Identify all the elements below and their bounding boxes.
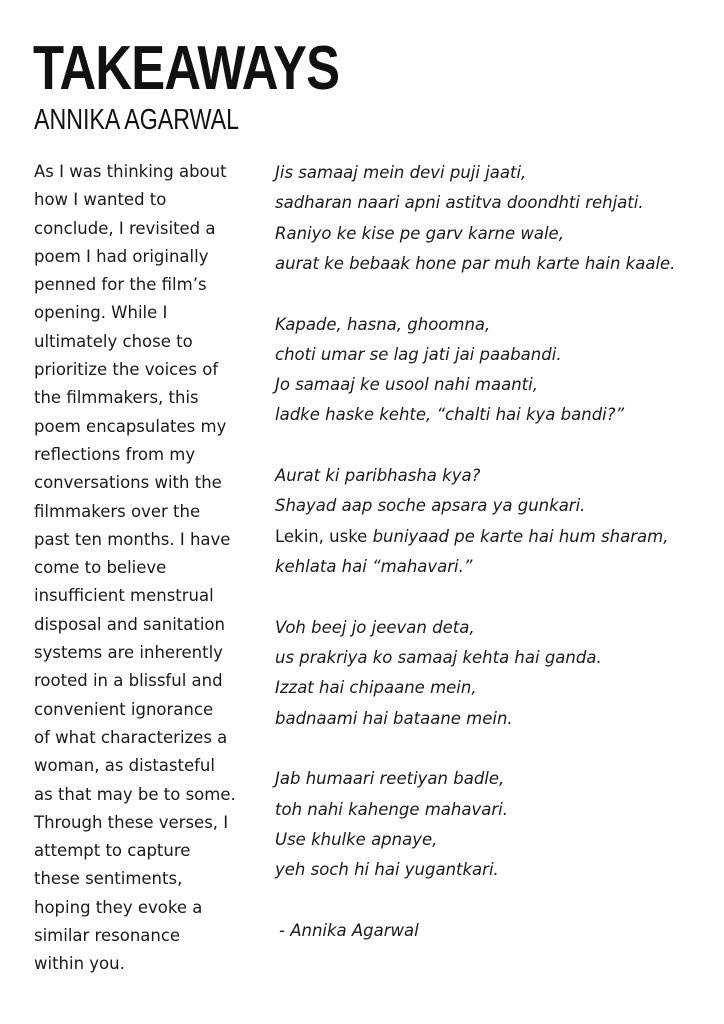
intro-line: insufficient menstrual <box>34 586 214 606</box>
poem-signature: - Annika Agarwal <box>279 920 419 940</box>
intro-line: penned for the film’s <box>34 275 207 295</box>
intro-line: similar resonance <box>34 926 181 946</box>
intro-line: attempt to capture <box>34 841 191 861</box>
intro-line: within you. <box>34 954 125 974</box>
poem-line: Shayad aap soche apsara ya gunkari. <box>275 496 586 516</box>
poem-line: Jab humaari reetiyan badle, <box>275 769 505 789</box>
poem-line: aurat ke bebaak hone par muh karte hain kaale. <box>275 253 676 273</box>
intro-line: rooted in a blissful and <box>34 671 223 691</box>
intro-line: prioritize the voices of <box>34 360 219 380</box>
poem-stanza <box>275 158 715 279</box>
poem-stanza <box>275 461 715 582</box>
poem-line: Aurat ki paribhasha kya? <box>275 466 481 486</box>
intro-line: filmmakers over the <box>34 501 201 521</box>
intro-line: convenient ignorance <box>34 699 214 719</box>
intro-line: how I wanted to <box>34 190 167 210</box>
intro-line: opening. While I <box>34 303 168 323</box>
intro-line: reflections from my <box>34 444 196 464</box>
intro-line: past ten months. I have <box>34 529 231 549</box>
poem-line: ladke haske kehte, “chalti hai kya bandi?” <box>275 405 625 425</box>
intro-line: systems are inherently <box>34 643 223 663</box>
intro-line: come to believe <box>34 558 167 578</box>
poem-line-prefix: Lekin, uske <box>275 526 373 546</box>
intro-line: disposal and sanitation <box>34 614 225 634</box>
poem <box>275 158 715 946</box>
intro-line: conclude, I revisited a <box>34 218 216 238</box>
intro-line: the filmmakers, this <box>34 388 199 408</box>
poem-line: badnaami hai bataane mein. <box>275 708 513 728</box>
intro-line: of what characterizes a <box>34 727 228 747</box>
intro-line: hoping they evoke a <box>34 897 203 917</box>
intro-line: ultimately chose to <box>34 331 193 351</box>
poem-line: kehlata hai “mahavari.” <box>275 557 473 577</box>
poem-line: toh nahi kahenge mahavari. <box>275 799 508 819</box>
intro-line: as that may be to some. <box>34 784 236 804</box>
poem-stanza <box>275 764 715 885</box>
poem-line-emphasis: buniyaad pe karte hai hum sharam, <box>372 526 669 546</box>
intro-line: poem encapsulates my <box>34 416 227 436</box>
poem-stanza <box>275 613 715 734</box>
poem-line: Use khulke apnaye, <box>275 829 438 849</box>
poem-line: Jo samaaj ke usool nahi maanti, <box>275 375 538 395</box>
poem-line: Raniyo ke kise pe garv karne wale, <box>275 223 564 243</box>
page-title: TAKEAWAYS <box>33 34 340 103</box>
poem-line: Izzat hai chipaane mein, <box>275 678 477 698</box>
poem-line: yeh soch hi hai yugantkari. <box>275 860 499 880</box>
intro-line: poem I had originally <box>34 246 209 266</box>
intro-line: these sentiments, <box>34 869 183 889</box>
intro-line: As I was thinking about <box>34 162 227 181</box>
poem-line: us prakriya ko samaaj kehta hai ganda. <box>275 648 602 668</box>
poem-line: choti umar se lag jati jai paabandi. <box>275 344 562 364</box>
intro-line: woman, as distasteful <box>34 756 215 776</box>
poem-stanza <box>275 310 715 431</box>
poem-line: Jis samaaj mein devi puji jaati, <box>275 163 527 182</box>
poem-line: sadharan naari apni astitva doondhti rehjati. <box>275 193 644 213</box>
author-name: ANNIKA AGARWAL <box>34 104 240 136</box>
intro-paragraph <box>34 158 244 979</box>
intro-line: Through these verses, I <box>34 812 229 832</box>
poem-line-mixed <box>275 522 715 552</box>
poem-line: Kapade, hasna, ghoomna, <box>275 314 491 334</box>
poem-line: Voh beej jo jeevan deta, <box>275 617 475 637</box>
intro-line: conversations with the <box>34 473 222 493</box>
